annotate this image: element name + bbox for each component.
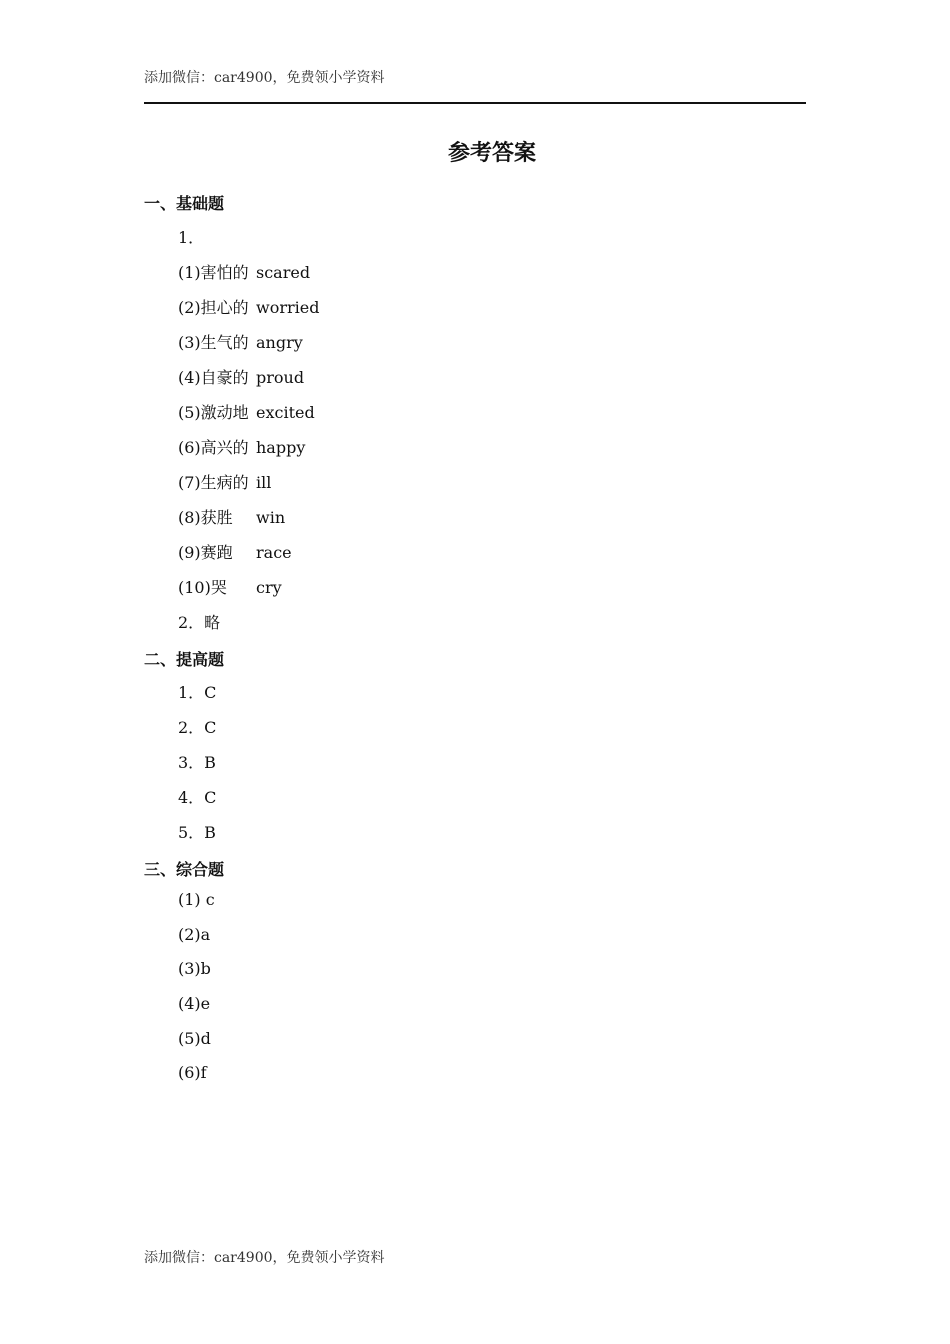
answer-item: (5)d bbox=[178, 1029, 211, 1048]
vocab-zh: (1)害怕的 bbox=[178, 263, 249, 282]
vocab-en: win bbox=[256, 508, 286, 527]
answer-item: 4．C bbox=[178, 788, 217, 807]
answer-item: 5．B bbox=[178, 823, 216, 842]
section-heading-comprehensive: 三、综合题 bbox=[144, 860, 225, 879]
answer-item: (3)b bbox=[178, 959, 211, 978]
vocab-item bbox=[178, 540, 292, 563]
vocab-zh: (4)自豪的 bbox=[178, 368, 249, 387]
vocab-en: race bbox=[256, 543, 292, 562]
vocab-item bbox=[178, 295, 319, 318]
answer-item: 3．B bbox=[178, 753, 216, 772]
vocab-en: scared bbox=[256, 263, 311, 282]
vocab-en: proud bbox=[256, 368, 305, 387]
question-1-label: 1． bbox=[178, 228, 205, 247]
vocab-zh: (3)生气的 bbox=[178, 333, 249, 352]
vocab-item bbox=[178, 505, 285, 528]
vocab-en: angry bbox=[256, 333, 303, 352]
vocab-item bbox=[178, 470, 271, 493]
section-heading-basic: 一、基础题 bbox=[144, 194, 225, 213]
vocab-item bbox=[178, 330, 303, 353]
vocab-zh: (9)赛跑 bbox=[178, 543, 233, 562]
vocab-zh: (8)获胜 bbox=[178, 508, 233, 527]
answer-item: 2．C bbox=[178, 718, 217, 737]
vocab-item bbox=[178, 575, 282, 598]
answer-item: (1) c bbox=[178, 890, 215, 909]
answer-item: (6)f bbox=[178, 1063, 207, 1082]
vocab-en: ill bbox=[256, 473, 272, 492]
header-divider bbox=[144, 102, 806, 104]
vocab-en: cry bbox=[256, 578, 282, 597]
vocab-en: excited bbox=[256, 403, 315, 422]
answer-item: 1．C bbox=[178, 683, 217, 702]
vocab-zh: (2)担心的 bbox=[178, 298, 249, 317]
answer-item: (4)e bbox=[178, 994, 211, 1013]
vocab-zh: (5)激动地 bbox=[178, 403, 249, 422]
vocab-en: happy bbox=[256, 438, 306, 457]
page-footer-text: 添加微信：car4900，免费领小学资料 bbox=[144, 1250, 385, 1266]
vocab-item bbox=[178, 435, 305, 458]
vocab-item bbox=[178, 365, 304, 388]
vocab-zh: (6)高兴的 bbox=[178, 438, 249, 457]
vocab-item bbox=[178, 400, 315, 423]
answer-item: (2)a bbox=[178, 925, 211, 944]
question-2-answer: 2．略 bbox=[178, 613, 221, 632]
vocab-item bbox=[178, 260, 310, 283]
vocab-zh: (10)哭 bbox=[178, 578, 227, 597]
vocab-en: worried bbox=[256, 298, 320, 317]
page-header-text: 添加微信：car4900，免费领小学资料 bbox=[144, 70, 385, 86]
section-heading-advanced: 二、提高题 bbox=[144, 650, 225, 669]
page-title: 参考答案 bbox=[447, 141, 536, 166]
vocab-zh: (7)生病的 bbox=[178, 473, 249, 492]
